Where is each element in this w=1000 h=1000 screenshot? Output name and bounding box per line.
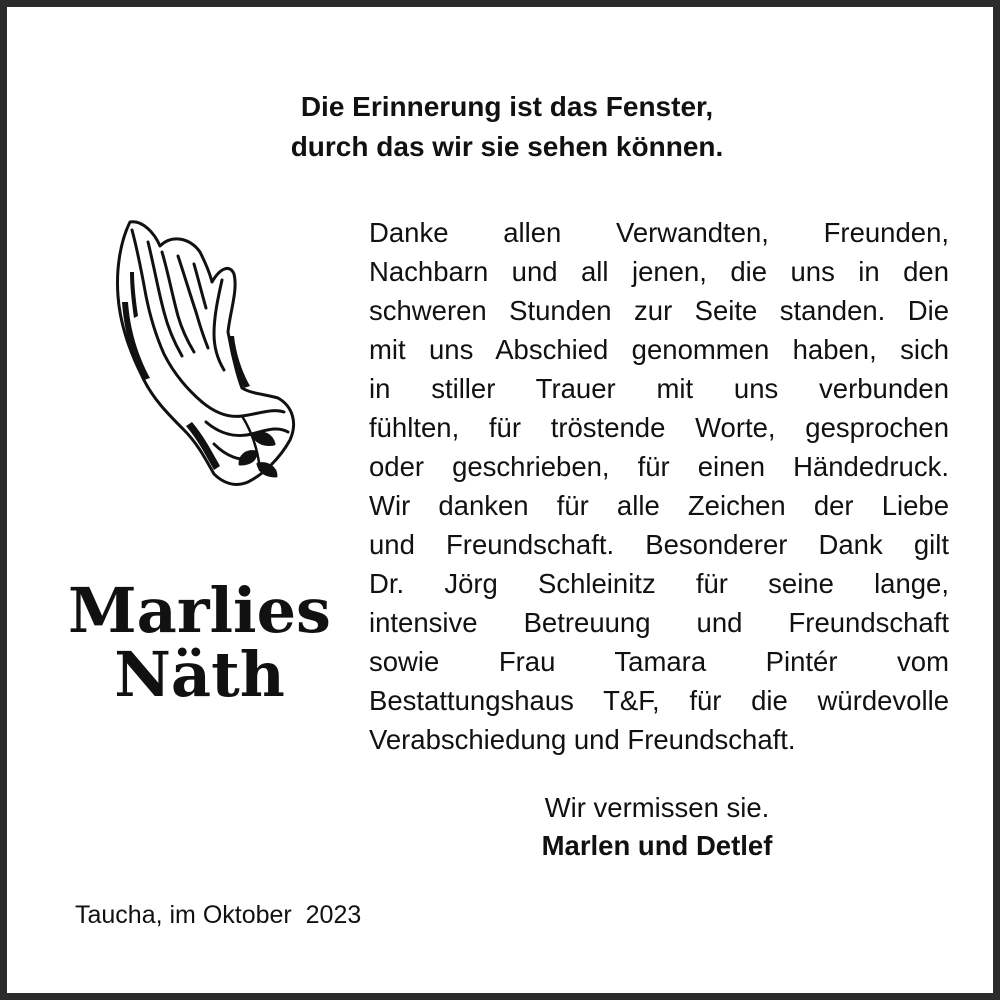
- motto-line-2: durch das wir sie sehen können.: [290, 131, 724, 162]
- message-line: Verabschiedung und Freundschaft.: [369, 724, 796, 755]
- signoff: [497, 789, 817, 865]
- deceased-first-name: Marlies: [68, 574, 331, 647]
- message-line: oder geschrieben, für einen Händedruck.: [369, 451, 949, 482]
- message-line: mit uns Abschied genommen haben, sich: [369, 334, 949, 365]
- deceased-last-name: Näth: [114, 638, 285, 711]
- praying-hands-icon: [102, 212, 307, 492]
- thank-you-message: [369, 213, 949, 759]
- message-line: fühlten, für tröstende Worte, gesprochen: [369, 412, 949, 443]
- motto-line-1: Die Erinnerung ist das Fenster,: [300, 91, 714, 122]
- message-line: Wir danken für alle Zeichen der Liebe: [369, 490, 949, 521]
- deceased-name: [27, 574, 372, 711]
- message-line: Danke allen Verwandten, Freunden,: [369, 217, 949, 248]
- message-line: Nachbarn und all jenen, die uns in den: [369, 256, 949, 287]
- signers: Marlen und Detlef: [541, 830, 773, 861]
- message-line: Bestattungshaus T&F, für die würdevolle: [369, 685, 949, 716]
- message-line: sowie Frau Tamara Pintér vom: [369, 646, 949, 677]
- motto: [7, 87, 1000, 167]
- miss-text: Wir vermissen sie.: [544, 792, 770, 823]
- place-date: Taucha, im Oktober 2023: [75, 901, 362, 929]
- message-line: schweren Stunden zur Seite standen. Die: [369, 295, 949, 326]
- message-line: intensive Betreuung und Freundschaft: [369, 607, 949, 638]
- message-line: und Freundschaft. Besonderer Dank gilt: [369, 529, 949, 560]
- message-line: in stiller Trauer mit uns verbunden: [369, 373, 949, 404]
- message-line: Dr. Jörg Schleinitz für seine lange,: [369, 568, 949, 599]
